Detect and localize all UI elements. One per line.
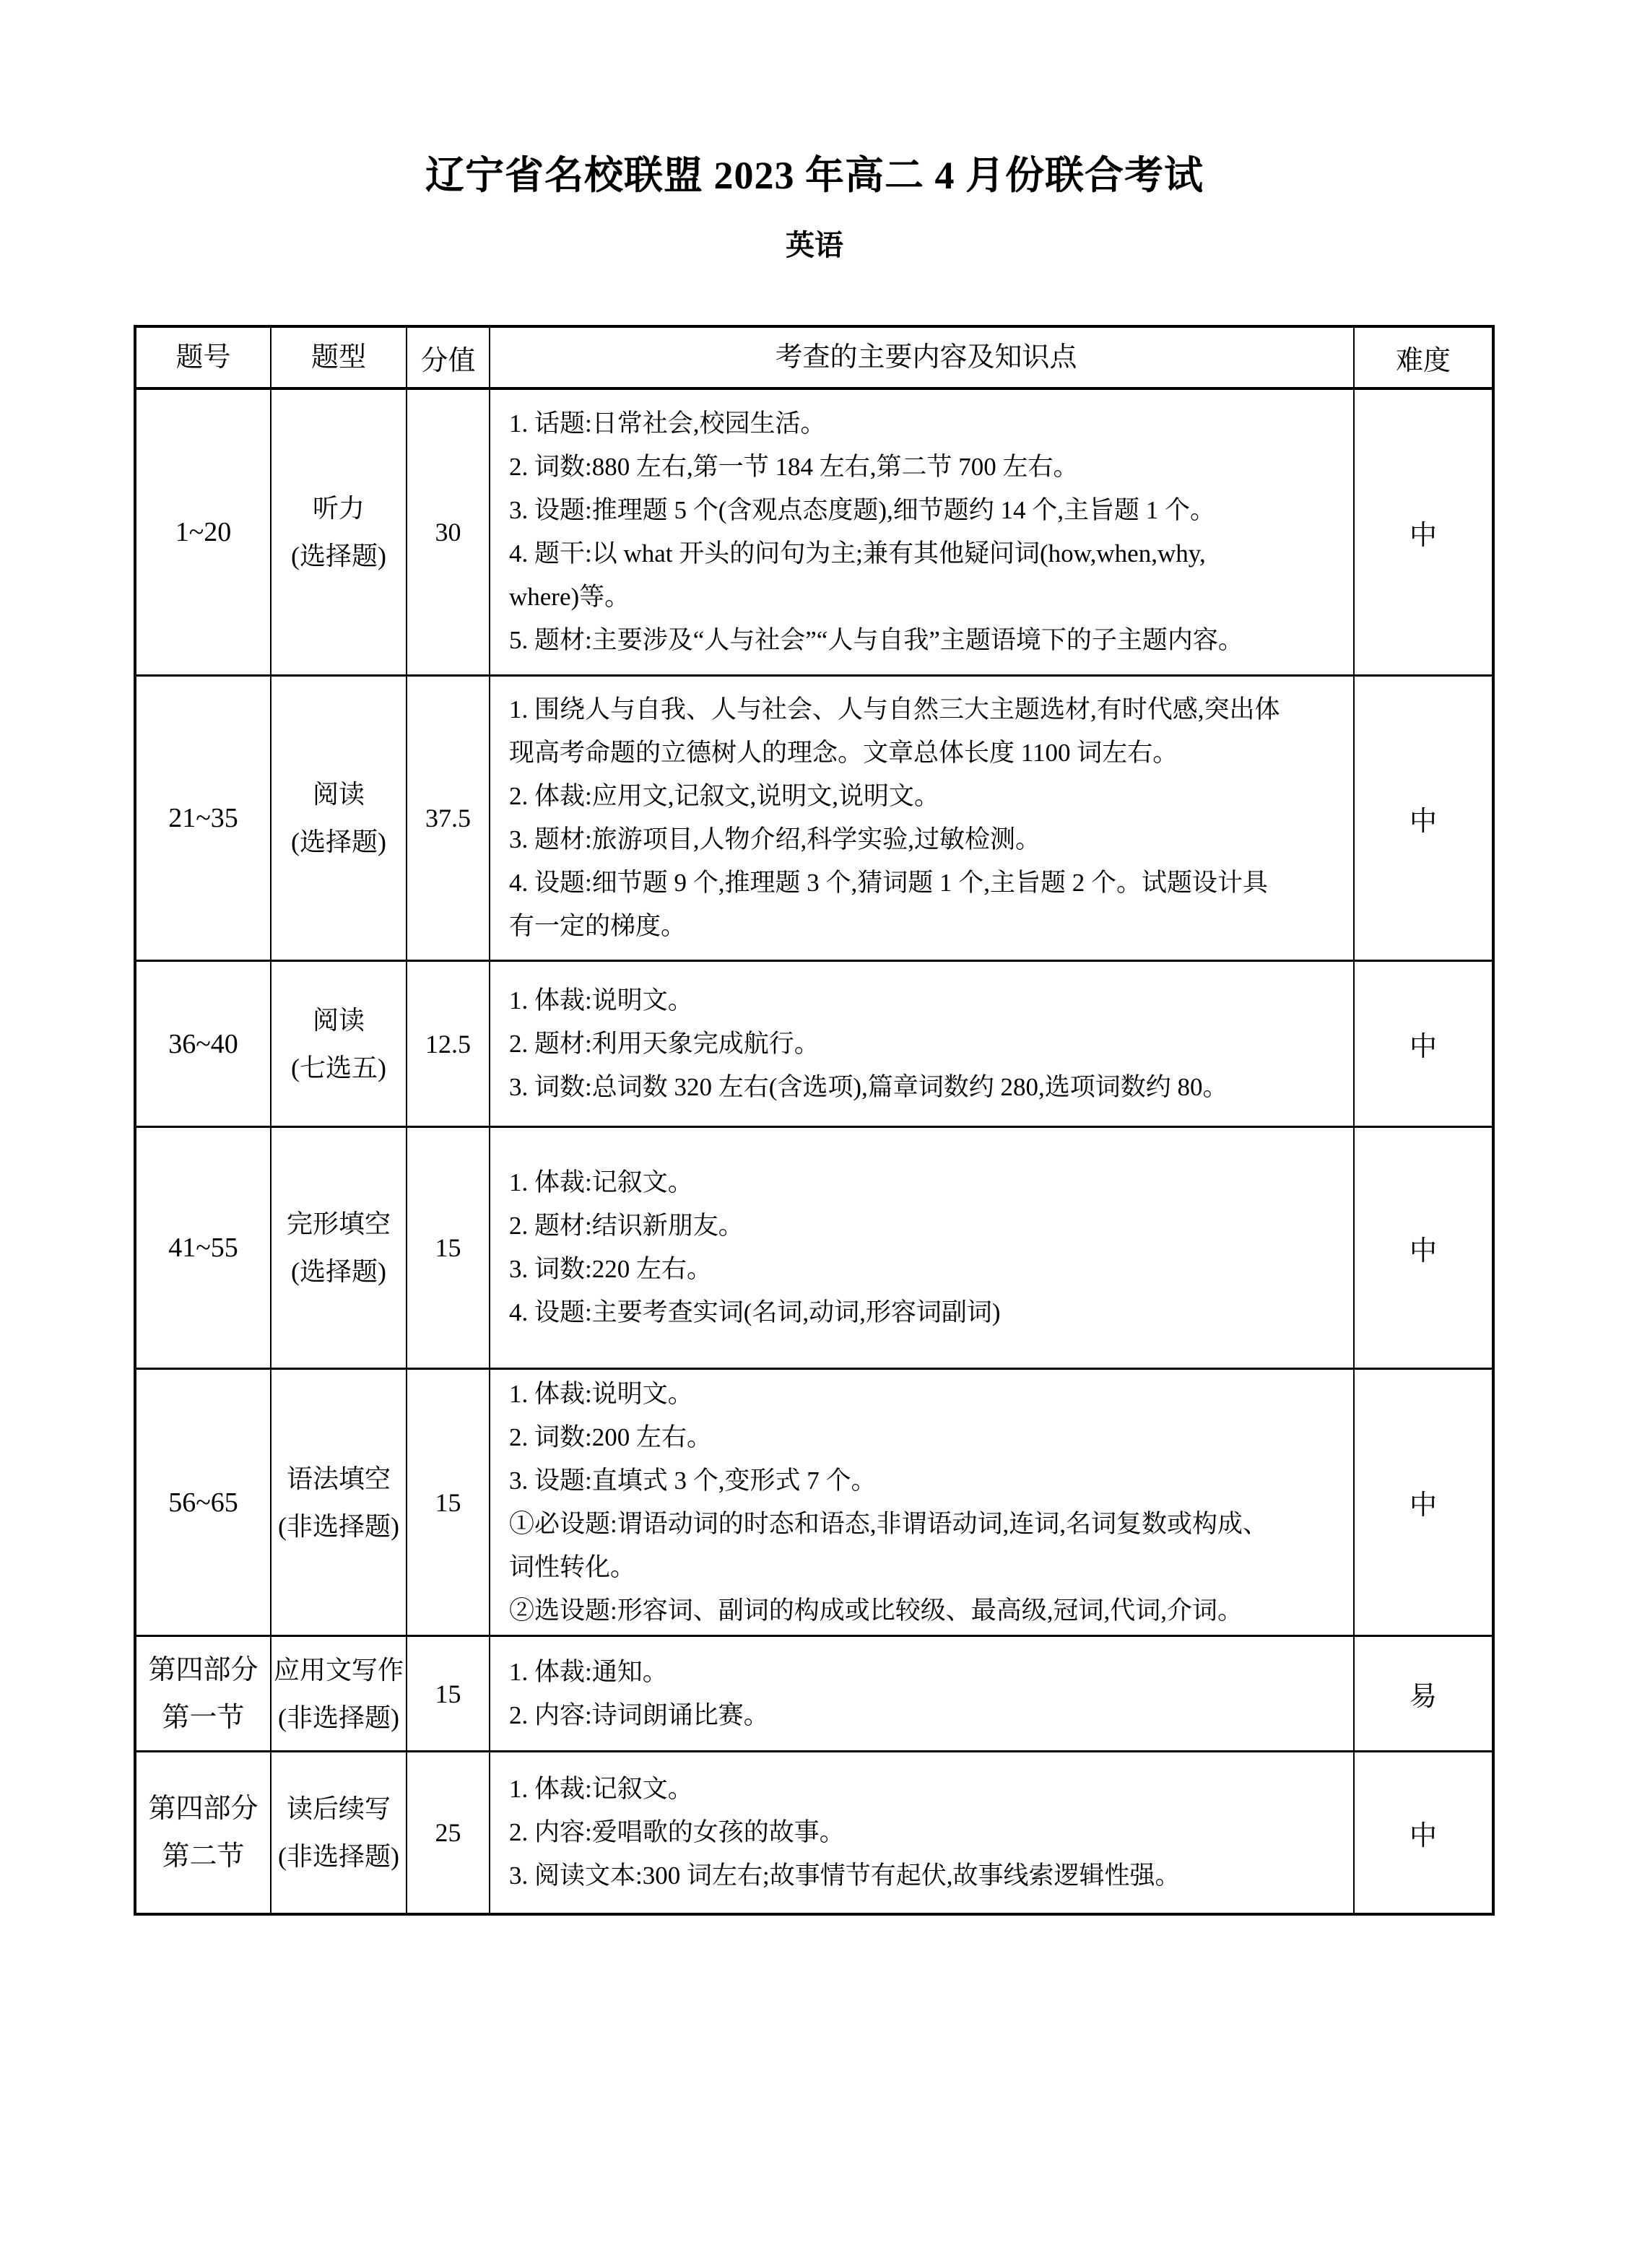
content-cell — [490, 677, 1355, 960]
question-type-line: 阅读 — [312, 1005, 365, 1035]
question-number-line: 第四部分 — [148, 1794, 259, 1824]
content-line: 4. 设题:主要考查实词(名词,动词,形容词副词) — [509, 1298, 1001, 1326]
question-number-line: 41~55 — [168, 1233, 238, 1263]
header-score: 分值 — [407, 328, 490, 387]
content-line: 2. 内容:爱唱歌的女孩的故事。 — [509, 1818, 845, 1846]
content-line: 1. 体裁:通知。 — [509, 1657, 668, 1686]
content-line: ②选设题:形容词、副词的构成或比较级、最高级,冠词,代词,介词。 — [509, 1596, 1243, 1625]
question-type-cell — [272, 390, 407, 674]
question-number-cell — [136, 677, 272, 960]
content-line: 1. 话题:日常社会,校园生活。 — [509, 409, 826, 438]
page-title: 辽宁省名校联盟 2023 年高二 4 月份联合考试 — [425, 154, 1204, 197]
content-line: 有一定的梯度。 — [509, 912, 687, 940]
content-line: 2. 体裁:应用文,记叙文,说明文,说明文。 — [509, 782, 939, 810]
question-type-line: 应用文写作 — [273, 1655, 404, 1685]
question-number-cell — [136, 390, 272, 674]
table-row — [136, 1752, 1492, 1913]
page-subtitle: 英语 — [786, 230, 843, 261]
difficulty-cell: 中 — [1409, 806, 1437, 837]
header-question-type: 题型 — [272, 328, 407, 387]
question-type-line: 读后续写 — [286, 1794, 391, 1823]
question-type-line: (选择题) — [291, 542, 386, 570]
content-line: 词性转化。 — [509, 1552, 636, 1581]
question-type-line: 语法填空 — [286, 1464, 391, 1493]
content-cell — [490, 1752, 1355, 1913]
content-line: 3. 设题:直填式 3 个,变形式 7 个。 — [509, 1466, 877, 1495]
table-row — [136, 390, 1492, 677]
content-line: 2. 词数:200 左右。 — [509, 1422, 712, 1451]
content-cell — [490, 390, 1355, 674]
score-cell: 15 — [407, 1637, 490, 1750]
question-type-line: (选择题) — [291, 827, 386, 856]
table-row — [136, 677, 1492, 962]
question-number-cell — [136, 1752, 272, 1913]
content-line: 4. 题干:以 what 开头的问句为主;兼有其他疑问词(how,when,why, — [509, 539, 1206, 568]
content-cell — [490, 1128, 1355, 1368]
difficulty-cell: 中 — [1409, 1490, 1437, 1521]
table-row — [136, 1370, 1492, 1637]
header-question-number: 题号 — [136, 328, 272, 387]
question-type-line: 阅读 — [312, 780, 365, 809]
difficulty-cell: 中 — [1409, 1032, 1437, 1062]
question-type-line: (选择题) — [291, 1257, 386, 1286]
content-line: 3. 设题:推理题 5 个(含观点态度题),细节题约 14 个,主旨题 1 个。 — [509, 496, 1216, 524]
difficulty-cell: 中 — [1409, 1820, 1437, 1851]
table-header-row — [136, 328, 1492, 390]
score-cell: 15 — [407, 1370, 490, 1635]
content-line: 3. 题材:旅游项目,人物介绍,科学实验,过敏检测。 — [509, 825, 1041, 853]
difficulty-cell: 易 — [1409, 1682, 1437, 1712]
score-cell: 12.5 — [407, 962, 490, 1126]
question-type-line: 听力 — [312, 494, 365, 523]
question-number-cell — [136, 1128, 272, 1368]
content-line: 现高考命题的立德树人的理念。文章总体长度 1100 词左右。 — [509, 739, 1178, 767]
content-line: 5. 题材:主要涉及“人与社会”“人与自我”主题语境下的子主题内容。 — [509, 626, 1243, 654]
content-line: 2. 内容:诗词朗诵比赛。 — [509, 1700, 769, 1729]
content-line: 1. 体裁:说明文。 — [509, 1379, 693, 1408]
table-row — [136, 1637, 1492, 1752]
question-number-line: 36~40 — [168, 1028, 238, 1059]
content-line: 3. 词数:总词数 320 左右(含选项),篇章词数约 280,选项词数约 80。 — [509, 1072, 1228, 1101]
content-line: 1. 体裁:说明文。 — [509, 986, 693, 1014]
score-cell: 15 — [407, 1128, 490, 1368]
question-type-cell — [272, 1128, 407, 1368]
question-number-cell — [136, 1370, 272, 1635]
difficulty-cell: 中 — [1409, 520, 1437, 551]
difficulty-cell: 中 — [1409, 1235, 1437, 1266]
content-line: 3. 词数:220 左右。 — [509, 1255, 712, 1283]
content-cell — [490, 1637, 1355, 1750]
question-number-line: 第二节 — [162, 1841, 245, 1872]
question-type-cell — [272, 677, 407, 960]
content-cell — [490, 962, 1355, 1126]
question-number-line: 56~65 — [168, 1487, 238, 1518]
question-type-cell — [272, 1752, 407, 1913]
content-cell — [490, 1370, 1355, 1635]
question-number-line: 第一节 — [162, 1702, 245, 1733]
question-number-cell — [136, 962, 272, 1126]
score-cell: 25 — [407, 1752, 490, 1913]
question-type-line: (七选五) — [291, 1053, 386, 1082]
content-line: 2. 题材:结识新朋友。 — [509, 1212, 744, 1240]
question-number-line: 第四部分 — [148, 1654, 259, 1685]
exam-spec-table — [134, 325, 1495, 1916]
question-type-line: 完形填空 — [286, 1209, 391, 1238]
content-line: 1. 体裁:记叙文。 — [509, 1775, 693, 1803]
content-line: where)等。 — [509, 583, 630, 611]
content-line: 2. 词数:880 左右,第一节 184 左右,第二节 700 左右。 — [509, 453, 1079, 481]
content-line: ①必设题:谓语动词的时态和语态,非谓语动词,连词,名词复数或构成、 — [509, 1509, 1268, 1538]
header-difficulty: 难度 — [1395, 345, 1451, 376]
content-line: 2. 题材:利用天象完成航行。 — [509, 1029, 820, 1058]
question-type-cell — [272, 962, 407, 1126]
content-line: 3. 阅读文本:300 词左右;故事情节有起伏,故事线索逻辑性强。 — [509, 1861, 1181, 1890]
content-line: 4. 设题:细节题 9 个,推理题 3 个,猜词题 1 个,主旨题 2 个。试题设计具 — [509, 869, 1268, 897]
question-type-line: (非选择题) — [278, 1703, 399, 1732]
question-type-line: (非选择题) — [278, 1842, 399, 1871]
question-type-cell — [272, 1637, 407, 1750]
question-number-cell — [136, 1637, 272, 1750]
score-cell: 30 — [407, 390, 490, 674]
content-line: 1. 围绕人与自我、人与社会、人与自然三大主题选材,有时代感,突出体 — [509, 695, 1280, 724]
question-type-cell — [272, 1370, 407, 1635]
header-content: 考查的主要内容及知识点 — [490, 328, 1355, 387]
question-type-line: (非选择题) — [278, 1511, 399, 1541]
question-number-line: 1~20 — [175, 517, 232, 547]
content-line: 1. 体裁:记叙文。 — [509, 1168, 693, 1196]
question-number-line: 21~35 — [168, 803, 238, 833]
score-cell: 37.5 — [407, 677, 490, 960]
table-row — [136, 962, 1492, 1128]
table-row — [136, 1128, 1492, 1370]
